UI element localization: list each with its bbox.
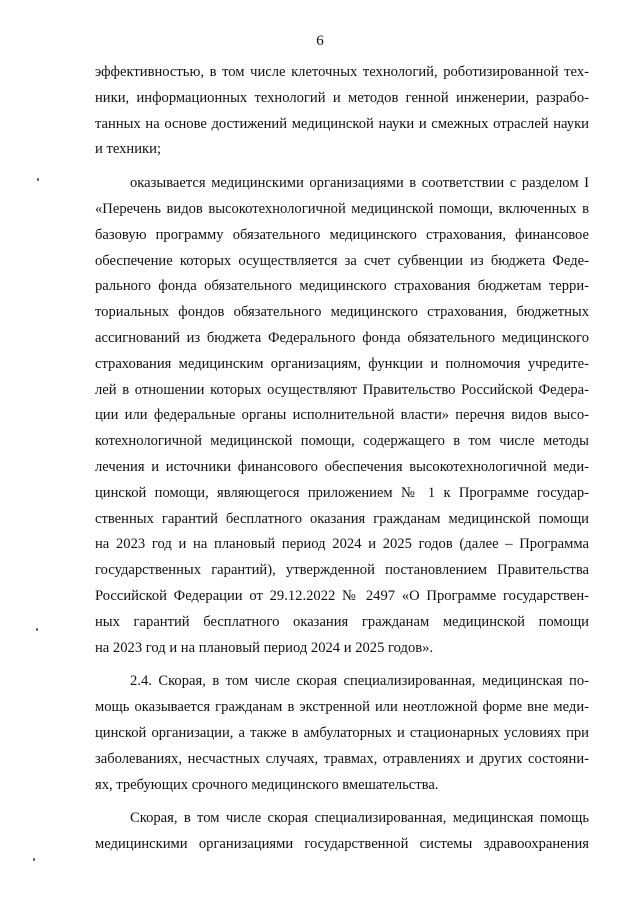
page-number: 6 [316, 33, 324, 49]
text-line: лечения и источники финансового обеспечения высокотехнологичной меди- [95, 458, 589, 475]
text-line: мощь оказывается гражданам в экстренной или неотложной форме вне меди- [95, 699, 589, 716]
text-line: базовую программу обязательного медицинского страхования, финансовое [95, 226, 589, 243]
text-line: и техники; [95, 141, 161, 158]
text-line: медицинскими организациями государственной системы здравоохранения [95, 836, 589, 853]
text-line: Российской Федерации от 29.12.2022 № 2497 «О Программе государствен- [95, 587, 589, 604]
text-line: оказывается медицинскими организациями в соответствии с разделом I [130, 175, 589, 192]
text-line: на 2023 год и на плановый период 2024 и 2025 годов». [95, 639, 434, 656]
text-line: государственных гарантий), утвержденной постановлением Правительства [95, 562, 589, 579]
text-line: обеспечение которых осуществляется за счет субвенции из бюджета Феде- [95, 252, 589, 269]
text-line: цинской помощи, являющегося приложением № 1 к Программе государ- [95, 484, 589, 501]
paragraph-4 [95, 806, 589, 858]
text-line: на 2023 год и на плановый период 2024 и 2025 годов (далее – Программа [95, 536, 589, 553]
text-line: котехнологичной медицинской помощи, содержащего в том числе методы [95, 433, 589, 450]
text-line: ториальных фондов обязательного медицинского страхования, бюджетных [95, 304, 589, 321]
text-line: заболеваниях, несчастных случаях, травмах, отравлениях и других состояни- [95, 750, 589, 767]
paragraph-2 [95, 171, 589, 661]
text-line: эффективностью, в том числе клеточных технологий, роботизированной тех- [95, 64, 589, 80]
text-line: ных гарантий бесплатного оказания гражданам медицинской помощи [95, 613, 589, 630]
text-line: страхования медицинским организациям, функции и полномочия учредите- [95, 355, 589, 372]
text-line: 2.4. Скорая, в том числе скорая специализированная, медицинская по- [130, 673, 589, 690]
text-line: рального фонда обязательного медицинского страхования бюджетам терри- [95, 278, 589, 295]
text-line: ции или федеральные органы исполнительной власти» перечня видов высо- [95, 407, 589, 424]
text-line: ники, информационных технологий и методов генной инженерии, разрабо- [95, 89, 589, 106]
text-line: ассигнований из бюджета Федерального фонда обязательного медицинского [95, 329, 589, 346]
scan-speck [37, 178, 39, 181]
text-line: лей в отношении которых осуществляют Правительство Российской Федера- [95, 381, 589, 398]
paragraph-3 [95, 669, 589, 798]
text-line: танных на основе достижений медицинской науки и смежных отраслей науки [95, 115, 589, 132]
text-line: «Перечень видов высокотехнологичной медицинской помощи, включенных в [95, 200, 589, 217]
text-line: Скорая, в том числе скорая специализированная, медицинская помощь [130, 810, 589, 827]
text-line: ях, требующих срочного медицинского вмешательства. [95, 776, 439, 793]
scan-speck [33, 858, 35, 861]
paragraph-1 [95, 60, 589, 163]
document-body [95, 60, 589, 858]
text-line: цинской организации, а также в амбулаторных и стационарных условиях при [95, 724, 589, 741]
scan-speck [36, 628, 38, 631]
text-line: ственных гарантий бесплатного оказания гражданам медицинской помощи [95, 510, 589, 527]
